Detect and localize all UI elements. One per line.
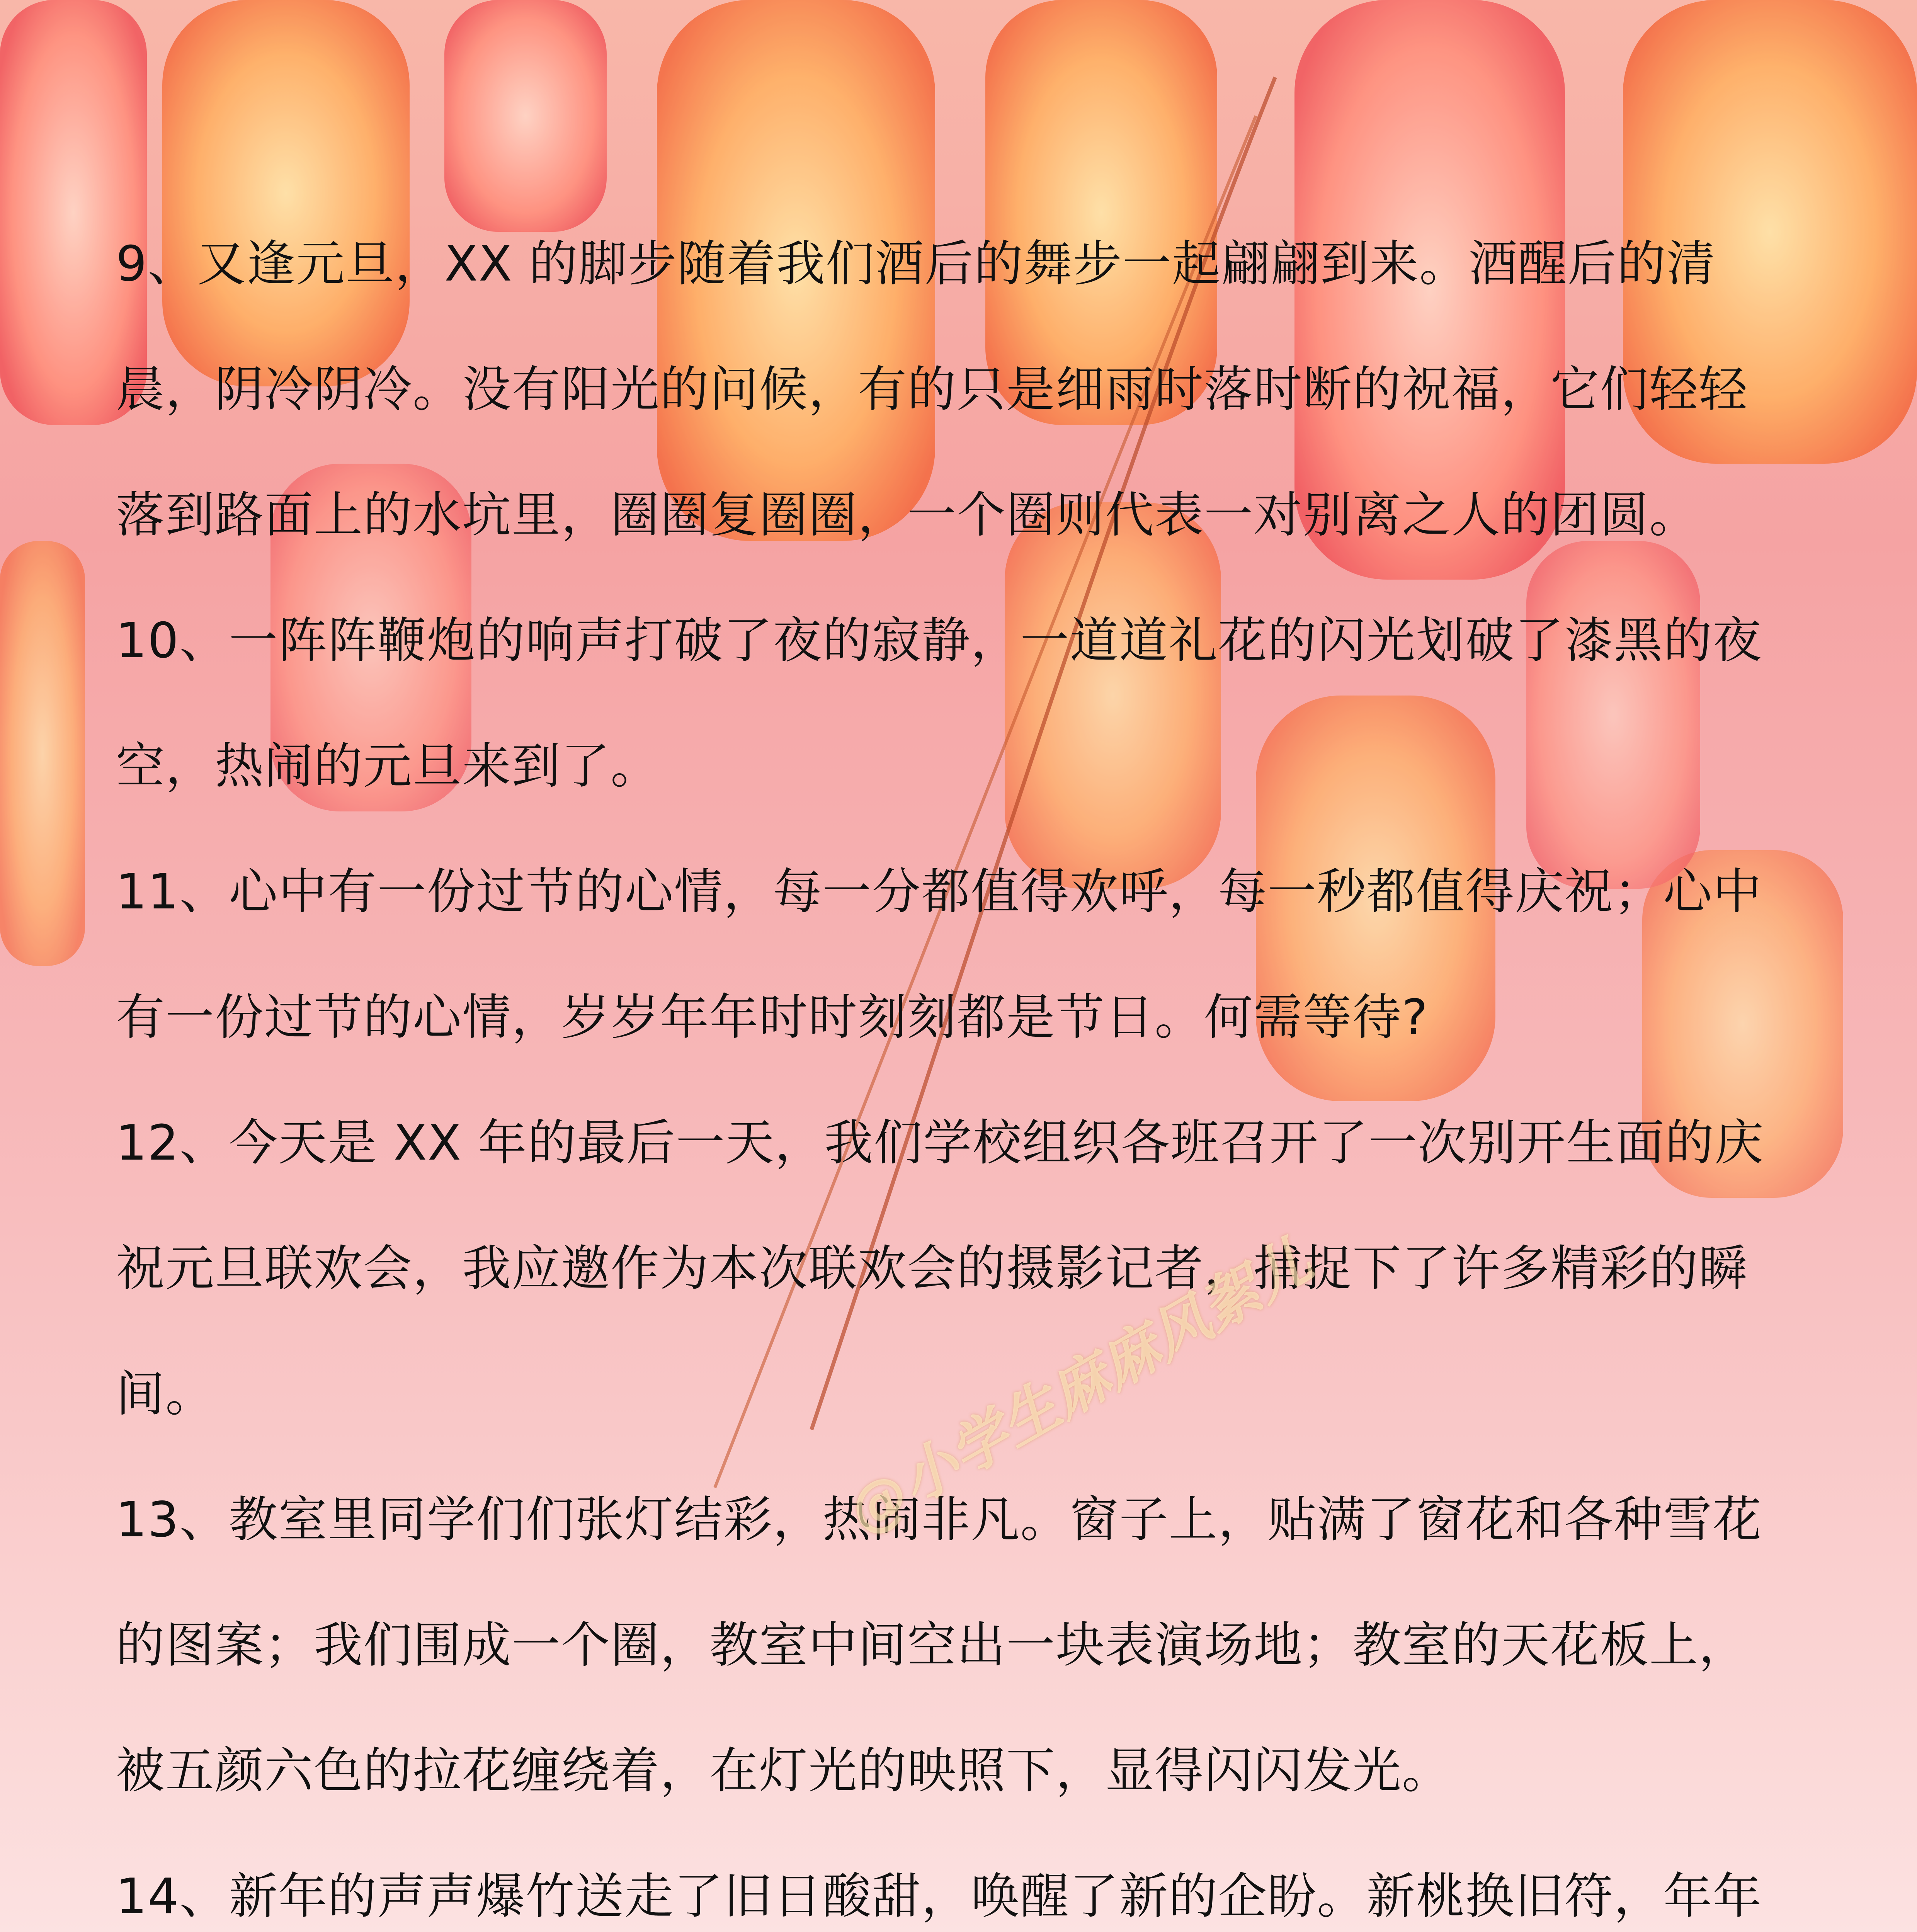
watermark: @小学生麻麻风絮儿 xyxy=(837,1227,1323,1546)
paragraph-12: 12、今天是 XX 年的最后一天，我们学校组织各班召开了一次别开生面的庆祝元旦联欢会，我应邀作为本次联欢会的摄影记者，捕捉下了许多精彩的瞬间。 xyxy=(116,1114,1764,1422)
paragraph-9: 9、又逢元旦，XX 的脚步随着我们酒后的舞步一起翩翩到来。酒醒后的清晨，阴冷阴冷。没有阳光的问候，有的只是细雨时落时断的祝福，它们轻轻落到路面上的水坑里，圈圈复圈圈，一个圈则代表一对别离之人的团圆。 xyxy=(116,235,1748,543)
paragraph-13: 13、教室里同学们们张灯结彩，热闹非凡。窗子上，贴满了窗花和各种雪花的图案；我们围成一个圈，教室中间空出一块表演场地；教室的天花板上，被五颜六色的拉花缠绕着，在灯光的映照下，显得闪闪发光。 xyxy=(116,1491,1762,1799)
paragraph-10: 10、一阵阵鞭炮的响声打破了夜的寂静，一道道礼花的闪光划破了漆黑的夜空，热闹的元旦来到了。 xyxy=(116,612,1762,794)
document-body xyxy=(116,201,1785,1932)
paragraph-11: 11、心中有一份过节的心情，每一分都值得欢呼，每一秒都值得庆祝；心中有一份过节的心情，岁岁年年时时刻刻都是节日。何需等待? xyxy=(116,863,1762,1046)
paragraph-14: 14、新年的声声爆竹送走了旧日酸甜，唤醒了新的企盼。新桃换旧符，年年 xyxy=(116,1868,1762,1925)
